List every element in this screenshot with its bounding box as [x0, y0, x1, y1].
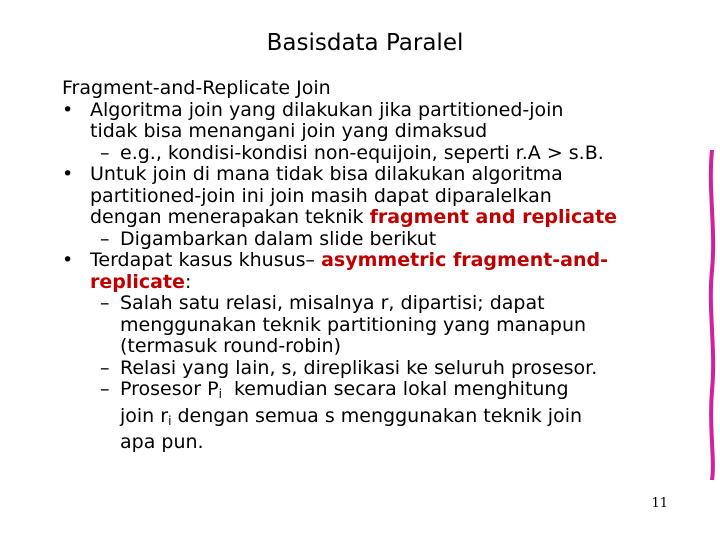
bullet-2-line-3: dengan menerapakan teknik fragment and replicate	[90, 206, 618, 228]
page-number: 11	[651, 496, 668, 511]
bullet-2-sub-1: – Digambarkan dalam slide berikut	[100, 227, 437, 250]
decorative-wave-bar	[706, 150, 718, 480]
bullet-icon: •	[62, 163, 74, 185]
bullet-1-line-2: tidak bisa menangani join yang dimaksud	[90, 120, 488, 142]
highlight-text: asymmetric fragment-and-	[321, 249, 609, 271]
bullet-2-line-2: partitioned-join ini join masih dapat diparalelkan	[90, 184, 552, 207]
bullet-3-sub-1-line-3: (termasuk round-robin)	[120, 335, 341, 357]
bullet-3-sub-3-line-2: join $r_i$ dengan semua s menggunakan teknik join	[120, 404, 583, 428]
bullet-3-sub-1: – Salah satu relasi, misalnya r, dipartisi; dapat	[100, 292, 545, 314]
bullet-3-sub-2: – Relasi yang lain, s, direplikasi ke seluruh prosesor.	[100, 356, 598, 379]
bullet-1-sub-1: – e.g., kondisi-kondisi non-equijoin, seperti r.A > s.B.	[100, 141, 604, 164]
bullet-3-sub-3: – Prosesor $P_i$ kemudian secara lokal menghitung	[100, 378, 569, 401]
bullet-3-sub-3-line-3: apa pun.	[120, 431, 204, 453]
bullet-3-line-2: replicate:	[90, 270, 192, 293]
bullet-icon: •	[62, 249, 74, 271]
dash-icon: –	[100, 292, 110, 314]
slide-content	[62, 78, 702, 454]
heading: Fragment-and-Replicate Join	[62, 77, 331, 99]
highlight-text: fragment and replicate	[369, 206, 618, 228]
bullet-1-line-1: • Algoritma join yang dilakukan jika partitioned-join	[62, 98, 564, 121]
highlight-text: replicate	[90, 270, 185, 293]
dash-icon: –	[100, 141, 110, 164]
bullet-2-line-1: • Untuk join di mana tidak bisa dilakukan algoritma	[62, 163, 563, 185]
bullet-3-line-1: • Terdapat kasus khusus– asymmetric fragment-and-	[62, 249, 609, 271]
bullet-icon: •	[62, 98, 74, 121]
slide-title: Basisdata Paralel	[266, 30, 464, 56]
dash-icon: –	[100, 227, 110, 250]
dash-icon: –	[100, 378, 110, 400]
dash-icon: –	[100, 356, 110, 379]
bullet-3-sub-1-line-2: menggunakan teknik partitioning yang manapun	[120, 313, 587, 336]
